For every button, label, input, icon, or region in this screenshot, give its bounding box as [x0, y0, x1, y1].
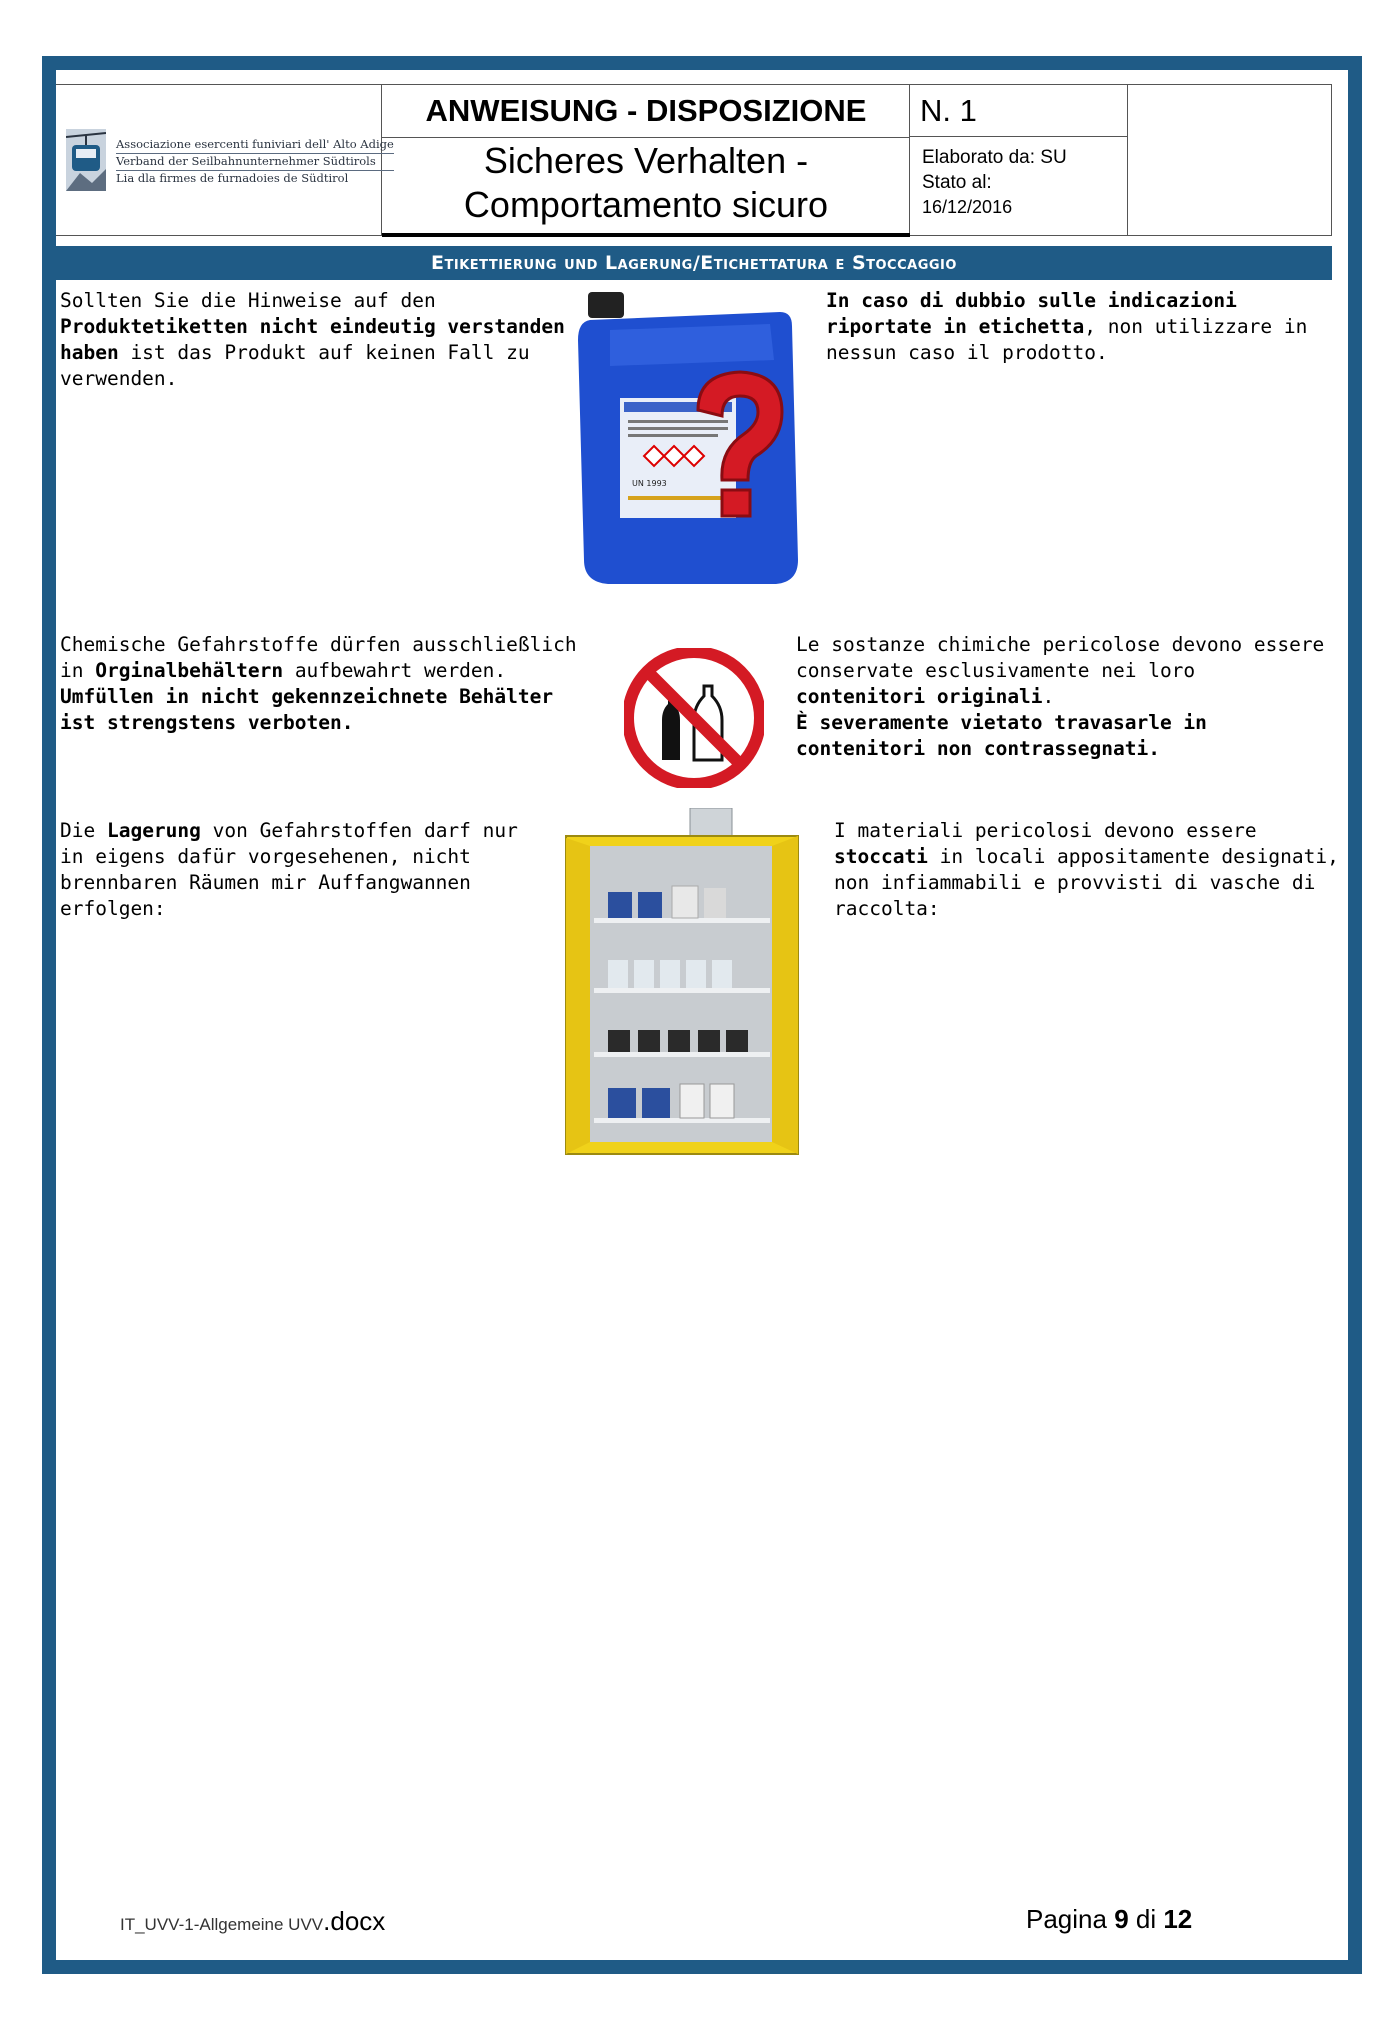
- title-cell: [382, 85, 910, 235]
- logo-text: [116, 137, 394, 186]
- text-run: Produktetiketten nicht eindeutig verstanden haben: [60, 315, 565, 364]
- block-2-italian-text: [796, 632, 1336, 762]
- text-run: aufbewahrt werden.: [283, 659, 507, 682]
- footer-filename: [120, 1906, 385, 1937]
- text-run: Chemische Gefahrstoffe dürfen ausschließlich in: [60, 633, 577, 682]
- no-decanting-sign-icon: [624, 648, 764, 788]
- document-title-line-2: Comportamento sicuro: [463, 184, 829, 225]
- text-run: I materiali pericolosi devono essere: [834, 819, 1257, 842]
- page-content: [56, 70, 1348, 1960]
- prepared-by: Elaborato da: SU: [922, 147, 1067, 168]
- footer-filename-base: IT_UVV-1-Allgemeine UVV: [120, 1915, 324, 1934]
- logo-cell: [56, 85, 394, 235]
- hazmat-cabinet-icon: [564, 808, 800, 1160]
- status-date: 16/12/2016: [922, 197, 1013, 217]
- logo-line-german: Verband der Seilbahnunternehmer Südtirols: [116, 154, 394, 171]
- text-run: Die: [60, 819, 107, 842]
- page-current: 9: [1114, 1904, 1129, 1934]
- text-run: contenitori originali: [796, 685, 1043, 708]
- signature-cell: [1128, 85, 1332, 235]
- document-number: N. 1: [910, 85, 1128, 137]
- text-run: in locali appositamente designati, non infiammabili e provvisti di vasche di raccolta:: [834, 845, 1339, 920]
- question-canister-icon: [570, 290, 810, 590]
- block-1-italian-text: [826, 288, 1346, 366]
- text-run: Orginalbehältern: [95, 659, 284, 682]
- canister-label-code: UN 1993: [632, 479, 667, 488]
- page-prefix: Pagina: [1026, 1904, 1115, 1934]
- document-header: [56, 84, 1332, 236]
- text-run: , non utilizzare in nessun caso il prodotto.: [826, 315, 1308, 364]
- document-type: ANWEISUNG - DISPOSIZIONE: [382, 85, 910, 138]
- text-run: stoccati: [834, 845, 928, 868]
- block-3-german-text: [60, 818, 540, 922]
- text-run: Lagerung: [106, 819, 201, 842]
- logo-line-ladin: Lia dla firmes de furnadoies de Südtirol: [116, 171, 349, 185]
- text-run: È severamente vietato travasarle in contenitori non contrassegnati.: [796, 711, 1207, 760]
- block-3-italian-text: [834, 818, 1346, 922]
- block-1-german-text: [60, 288, 580, 392]
- text-run: .: [1042, 685, 1055, 708]
- status-label: Stato al:: [922, 172, 992, 193]
- document-meta: [922, 145, 1067, 220]
- logo-line-italian: Associazione esercenti funiviari dell' Alto Adige: [116, 137, 394, 154]
- page-total: 12: [1163, 1904, 1193, 1934]
- footer-filename-extension: .docx: [323, 1906, 386, 1936]
- text-run: In caso di dubbio sulle indicazioni riportate in etichetta: [826, 289, 1237, 338]
- text-run: ist das Produkt auf keinen Fall zu verwenden.: [60, 341, 530, 390]
- page-number: [1026, 1904, 1192, 1935]
- text-run: Le sostanze chimiche pericolose devono essere conservate esclusivamente nei loro: [796, 633, 1325, 682]
- document-title-line-1: Sicheres Verhalten -: [483, 140, 809, 181]
- section-title: Etikettierung und Lagerung/Etichettatura e Stoccaggio: [56, 246, 1332, 280]
- meta-cell: [910, 85, 1128, 235]
- text-run: Umfüllen in nicht gekennzeichnete Behälter ist strengstens verboten.: [60, 685, 554, 734]
- cable-car-logo-icon: [66, 129, 106, 191]
- text-run: Sollten Sie die Hinweise auf den: [60, 289, 436, 312]
- document-title: [382, 139, 910, 229]
- title-underline: [382, 233, 910, 237]
- block-2-german-text: [60, 632, 600, 736]
- text-run: von Gefahrstoffen darf nur in eigens dafür vorgesehenen, nicht brennbaren Räumen mir Auffangwannen erfolgen:: [60, 819, 518, 920]
- page-separator: di: [1128, 1904, 1164, 1934]
